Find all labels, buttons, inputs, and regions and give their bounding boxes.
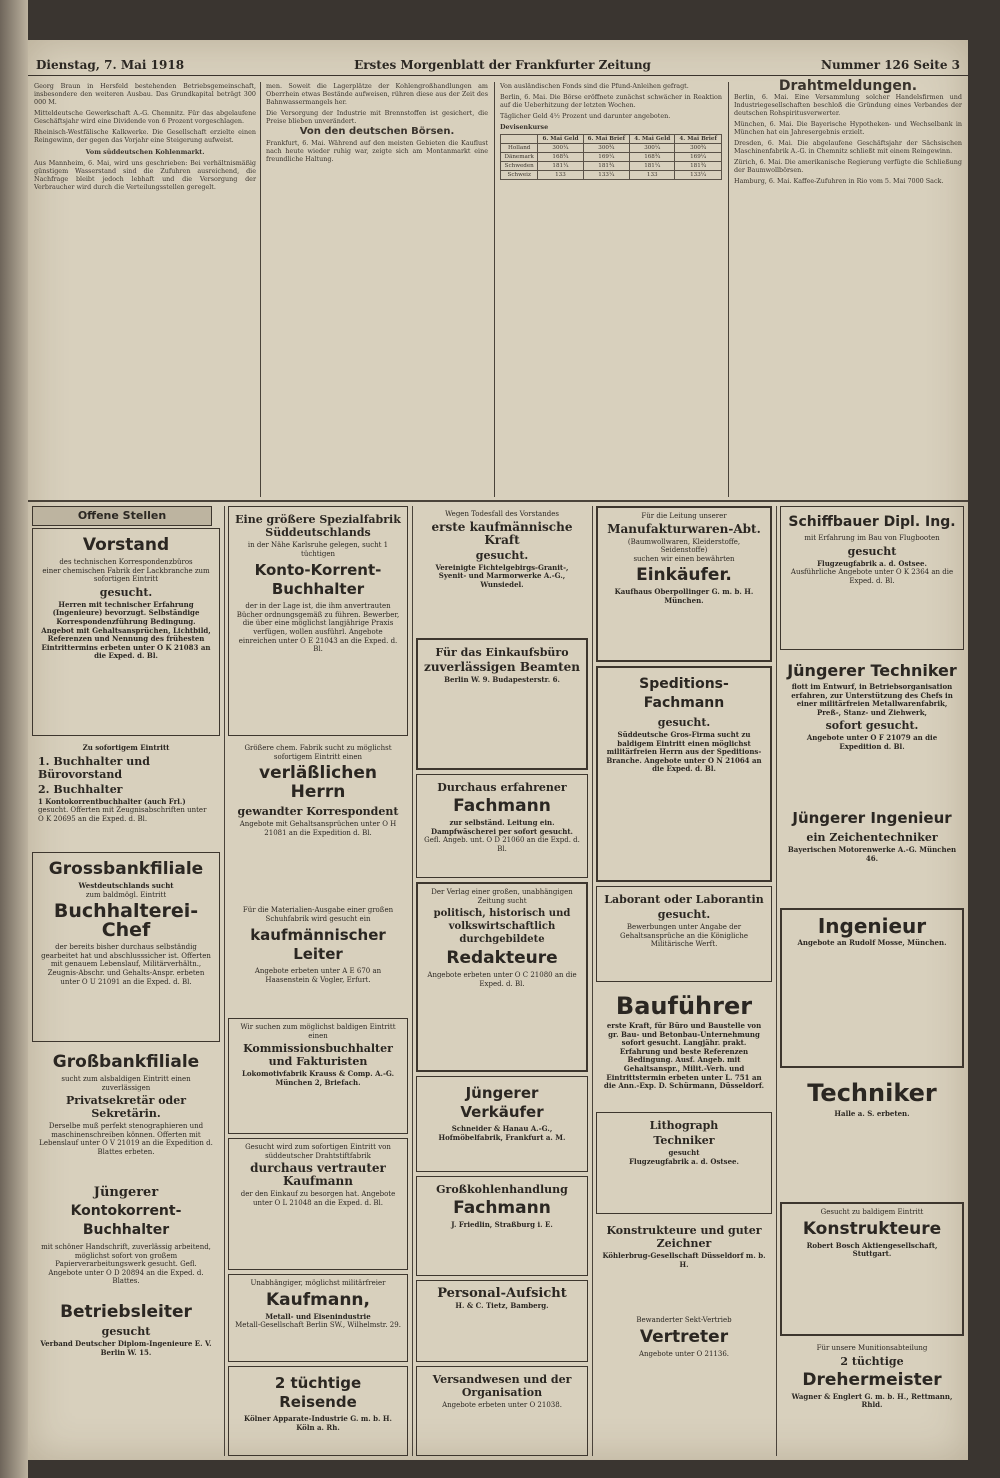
ad-subposition: gewandter Korrespondent bbox=[237, 805, 399, 819]
ad-body: mit schöner Handschrift, zuverlässig arbeitend, möglichst sofort von großem Papierverarbeitungswerk gesucht. Gefl. Angebote unter O D 20894 an die Exped. d. Blattes. bbox=[41, 1243, 211, 1286]
ad-title: Betriebsleiter bbox=[60, 1302, 192, 1322]
ad-techniker bbox=[780, 1072, 964, 1198]
ad-body: Metall-Gesellschaft Berlin SW., Wilhelmstr. 29. bbox=[235, 1321, 401, 1330]
ad-position: erste kaufmännische Kraft bbox=[431, 519, 573, 547]
section-divider bbox=[28, 500, 968, 502]
ad-body: der in der Lage ist, die ihm anvertrauten Bücher ordnungsgemäß zu führen. Bewerber, die über eine möglichst langjährige Praxis verfügen, wollen ausführl. Angebote einreichen unter O E 21043 an die Exped. d. Bl. bbox=[236, 602, 400, 654]
ad-speditions-fachmann bbox=[596, 666, 772, 882]
ad-body: Derselbe muß perfekt stenographieren und maschinenschreiben können. Offerten mit Lebenslauf unter O V 21019 an die Expedition d. Blattes erbeten. bbox=[39, 1122, 213, 1156]
paragraph: Mitteldeutsche Gewerkschaft A.-G. Chemnitz. Für das abgelaufene Geschäftsjahr wird eine Dividende von 6 Prozent vorgeschlagen. bbox=[34, 109, 256, 125]
ad-text: einer chemischen Fabrik der Lackbranche zum sofortigen Eintritt bbox=[42, 566, 210, 584]
ad-call: gesucht. bbox=[99, 585, 153, 599]
table-header-cell bbox=[501, 135, 538, 144]
ad-position: durchaus vertrauter Kaufmann bbox=[250, 1161, 386, 1189]
ad-body: der bereits bisher durchaus selbständig gearbeitet hat und abschlusssicher ist. Offerten mit genauem Lebenslauf, Militärverhältn., Zeugnis-Abschr. und Gehalts-Anspr. erbeten unter O U 21091 an die Exped. d. Bl. bbox=[41, 943, 211, 986]
ad-head: Zu sofortigem Eintritt bbox=[82, 743, 170, 752]
paragraph: Zürich, 6. Mai. Die amerikanische Regierung verfügte die Schließung der Baumwollbörsen. bbox=[734, 158, 962, 174]
table-cell: 181¾ bbox=[675, 162, 722, 171]
ad-kaufm-kraft bbox=[416, 506, 588, 634]
ad-line: 2. Buchhalter bbox=[38, 782, 123, 796]
ad-call: gesucht. bbox=[475, 548, 529, 562]
table-cell: 168¾ bbox=[630, 153, 675, 162]
table-cell: 169¼ bbox=[583, 153, 630, 162]
ad-subposition: ein Zeichentechniker bbox=[806, 831, 938, 844]
column-rule bbox=[224, 506, 225, 1456]
ad-position: Drehermeister bbox=[802, 1369, 942, 1390]
paragraph: Rheinisch-Westfälische Kalkwerke. Die Gesellschaft erzielte einen Reingewinn, der gegen das Vorjahr eine Steigerung aufweist. bbox=[34, 128, 256, 144]
ad-betriebsleiter bbox=[32, 1296, 220, 1456]
ad-position: Kontokorrent-Buchhalter bbox=[70, 1203, 182, 1238]
ad-subtitle: Westdeutschlands sucht bbox=[78, 881, 174, 890]
table-cell: Holland bbox=[501, 144, 538, 153]
table-header-cell: 4. Mai Brief bbox=[675, 135, 722, 144]
table-row bbox=[501, 171, 722, 180]
ad-position: verläßlichen Herrn bbox=[259, 763, 377, 803]
editorial-column-4 bbox=[734, 78, 962, 188]
ad-position: Techniker bbox=[653, 1134, 715, 1147]
ad-position: Techniker bbox=[807, 1079, 937, 1107]
ad-body: Angebote an Rudolf Mosse, München. bbox=[797, 938, 947, 947]
ad-call: gesucht. bbox=[657, 908, 711, 921]
ad-position: kaufmännischer Leiter bbox=[250, 926, 386, 964]
ad-body: Bayerischen Motorenwerke A.-G. München 46. bbox=[787, 845, 957, 863]
ad-call: gesucht. bbox=[657, 716, 711, 729]
table-cell: 181¼ bbox=[630, 162, 675, 171]
paragraph: Berlin, 6. Mai. Die Börse eröffnete zunächst schwächer in Reaktion auf die Ueberhitzung der letzten Wochen. bbox=[500, 93, 722, 109]
ad-vertreter bbox=[596, 1312, 772, 1456]
column-rule bbox=[494, 82, 495, 497]
exchange-rate-table bbox=[500, 134, 722, 180]
ad-redakteure bbox=[416, 882, 588, 1072]
paragraph: München, 6. Mai. Die Bayerische Hypotheken- und Wechselbank in München hat ein Jahresergebnis erzielt. bbox=[734, 120, 962, 136]
ad-body: Kölner Apparate-Industrie G. m. b. H. Köln a. Rh. bbox=[244, 1414, 392, 1432]
ad-position: 2 tüchtige Reisende bbox=[274, 1374, 362, 1411]
ad-title: Lithograph bbox=[649, 1119, 719, 1132]
ad-head: Wir suchen zum möglichst baldigen Eintritt einen bbox=[240, 1023, 396, 1040]
table-title: Devisenkurse bbox=[500, 123, 549, 131]
editorial-column-1 bbox=[34, 82, 256, 194]
ad-grossbankfiliale bbox=[32, 852, 220, 1042]
ad-buchhalter bbox=[32, 740, 220, 848]
ad-personal-aufsicht bbox=[416, 1280, 588, 1362]
ad-line: 1. Buchhalter und Bürovorstand bbox=[38, 754, 150, 781]
ad-position: Fachmann bbox=[453, 796, 551, 816]
table-cell: 300¼ bbox=[538, 144, 583, 153]
section-heading: Drahtmeldungen. bbox=[778, 78, 918, 94]
ad-position: Vertreter bbox=[639, 1326, 729, 1347]
ad-body: Flugzeugfabrik a. d. Ostsee. bbox=[629, 1156, 739, 1166]
ad-call: sofort gesucht. bbox=[825, 719, 919, 733]
ad-title: Vorstand bbox=[82, 535, 170, 555]
ad-drahtstift bbox=[228, 1138, 408, 1270]
ad-body: Lokomotivfabrik Krauss & Comp. A.-G. München 2, Briefach. bbox=[241, 1069, 395, 1087]
table-cell: 181¼ bbox=[538, 162, 583, 171]
table-cell: 133¼ bbox=[583, 171, 630, 180]
ad-fachmann-waescherei bbox=[416, 774, 588, 878]
ad-konstrukteure-bosch bbox=[780, 1202, 964, 1336]
table-cell: 133 bbox=[538, 171, 583, 180]
ad-einkaufsbuero bbox=[416, 638, 588, 770]
ad-body: Schneider & Hanau A.-G., Hofmöbelfabrik, Frankfurt a. M. bbox=[438, 1124, 566, 1142]
table-header-cell: 4. Mai Geld bbox=[630, 135, 675, 144]
paragraph: Die Versorgung der Industrie mit Brennstoffen ist gesichert, die Preise blieben unverändert. bbox=[266, 109, 488, 125]
section-heading: Von den deutschen Börsen. bbox=[299, 126, 455, 137]
ad-call: gesucht bbox=[847, 544, 897, 558]
ad-position: Konto-Korrent-Buchhalter bbox=[254, 561, 382, 599]
ad-title: Durchaus erfahrener bbox=[437, 781, 567, 794]
ad-body: J. Friedlin, Straßburg i. E. bbox=[451, 1220, 553, 1229]
ad-title: Schiffbauer Dipl. Ing. bbox=[788, 514, 956, 530]
ad-position: Jüngerer Verkäufer bbox=[460, 1084, 544, 1121]
ad-head: Für die Materialien-Ausgabe einer großen Schuhfabrik wird gesucht ein bbox=[242, 906, 394, 923]
ad-body: Angebote erbeten unter O 21038. bbox=[442, 1401, 562, 1409]
ad-subtext: zur selbständ. Leitung ein. Dampfwäscherei per sofort gesucht. bbox=[431, 818, 573, 836]
ad-text: mit Erfahrung im Bau von Flugbooten bbox=[804, 534, 940, 542]
ad-grosskohlen bbox=[416, 1176, 588, 1276]
table-cell: 300¼ bbox=[630, 144, 675, 153]
ad-body: Wagner & Englert G. m. b. H., Rettmann, Rhld. bbox=[791, 1391, 953, 1410]
ad-body-2: Angebote unter O F 21079 an die Expedition d. Bl. bbox=[806, 733, 938, 751]
ad-text: sucht zum alsbaldigen Eintritt einen zuverlässigen bbox=[61, 1075, 191, 1092]
ad-drehermeister bbox=[780, 1340, 964, 1456]
ad-head: Für das Einkaufsbüro bbox=[435, 646, 569, 659]
ad-body: Angebote erbeten unter A E 670 an Haasenstein & Vogler, Erfurt. bbox=[254, 967, 382, 984]
ad-position: Bauführer bbox=[615, 992, 753, 1020]
ad-schiffbauer bbox=[780, 506, 964, 650]
ad-body: Angebote mit Gehaltsansprüchen unter O H 21081 an die Expedition d. Bl. bbox=[239, 820, 397, 837]
ad-position: Privatsekretär oder Sekretärin. bbox=[65, 1094, 187, 1121]
header-issue: Nummer 126 Seite 3 bbox=[820, 57, 960, 72]
table-cell: 169¼ bbox=[675, 153, 722, 162]
ad-privatsekretaer bbox=[32, 1046, 220, 1178]
ad-position: Buchhalterei-Chef bbox=[53, 900, 199, 942]
ad-body: der den Einkauf zu besorgen hat. Angebote unter O L 21048 an die Exped. d. Bl. bbox=[240, 1190, 396, 1207]
ad-subtitle: des technischen Korrespondenzbüros bbox=[59, 558, 193, 566]
column-rule bbox=[412, 506, 413, 1456]
paragraph: Berlin, 6. Mai. Eine Versammlung solcher Handelsfirmen und Industriegesellschaften beschloß die Gründung eines Verbandes der deutschen Rohspiritusverwerter. bbox=[734, 93, 962, 117]
ad-juengerer-ingenieur bbox=[780, 802, 964, 904]
ad-company: Flugzeugfabrik a. d. Ostsee. bbox=[817, 558, 927, 568]
ad-title: Grossbankfiliale bbox=[48, 859, 204, 879]
paragraph: Aus Mannheim, 6. Mai, wird uns geschrieben: Bei verhältnismäßig günstigem Wasserstand sind die Zufuhren ausreichend, die Nachfrage bleibt jedoch lebhaft und die Versorgung der Verbraucher wird durch die Verteilungsstellen geregelt. bbox=[34, 159, 256, 191]
ad-body: Gefl. Angeb. unt. O D 21060 an die Expd. d. Bl. bbox=[424, 836, 580, 853]
paragraph: men. Soweit die Lagerplätze der Kohlengroßhandlungen am Oberrhein etwas Bestände aufweisen, rühren diese aus der Zeit des Bahnwassermangels her. bbox=[266, 82, 488, 106]
ad-body: Kaufhaus Oberpollinger G. m. b. H. München. bbox=[614, 587, 754, 605]
ad-kommission bbox=[228, 1018, 408, 1134]
book-spine bbox=[0, 0, 28, 1478]
table-cell: Schweden bbox=[501, 162, 538, 171]
ad-body: H. & C. Tietz, Bamberg. bbox=[455, 1301, 549, 1310]
paragraph: Georg Braun in Hersfeld bestehenden Betriebsgemeinschaft, insbesondere den weiteren Ausbau. Das Grundkapital beträgt 300 000 M. bbox=[34, 82, 256, 106]
table-row bbox=[501, 162, 722, 171]
ad-body: Köhlerbrug-Gesellschaft Düsseldorf m. b. H. bbox=[602, 1251, 766, 1269]
ad-subposition: Metall- und Eisenindustrie bbox=[265, 1311, 371, 1321]
ad-line: 1 Kontokorrentbuchhalter (auch Frl.) bbox=[38, 796, 186, 806]
table-cell: Dänemark bbox=[501, 153, 538, 162]
ad-position: Kommissionsbuchhalter und Fakturisten bbox=[243, 1042, 393, 1069]
ad-body: erste Kraft, für Büro und Baustelle von gr. Bau- und Betonbau-Unternehmung sofort gesucht. Langjähr. prakt. Erfahrung und beste Referenzen Bedingung. Ausf. Angeb. mit Gehaltsanspr., Milit.-Verh. und Eintrittstermin erbeten unter L. 751 an die Ann.-Exp. D. Schürmann, Düsseldorf. bbox=[603, 1021, 765, 1091]
paragraph: Hamburg, 6. Mai. Kaffee-Zufuhren in Rio vom 5. Mai 7000 Sack. bbox=[734, 177, 944, 185]
ad-head: Bewanderter Sekt-Vertrieb bbox=[636, 1316, 732, 1324]
ad-laborant bbox=[596, 886, 772, 982]
column-rule bbox=[260, 82, 261, 497]
ad-head: Wegen Todesfall des Vorstandes bbox=[445, 510, 559, 518]
ad-title: Manufakturwaren-Abt. bbox=[607, 521, 761, 536]
ad-reisende bbox=[228, 1366, 408, 1456]
table-row bbox=[501, 153, 722, 162]
ad-position: Laborant oder Laborantin bbox=[604, 893, 764, 906]
ad-call: gesucht bbox=[668, 1148, 700, 1157]
ad-subtitle: 2 tüchtige bbox=[840, 1354, 904, 1368]
ad-body: Verband Deutscher Diplom-Ingenieure E. V. Berlin W. 15. bbox=[40, 1339, 212, 1357]
ad-kaufm-leiter bbox=[228, 902, 408, 1014]
section-heading: Vom süddeutschen Kohlenmarkt. bbox=[85, 148, 205, 156]
ad-position: Fachmann bbox=[453, 1198, 551, 1218]
page-header bbox=[28, 54, 968, 76]
ad-head: Großkohlenhandlung bbox=[436, 1183, 568, 1196]
ad-position: Ingenieur bbox=[817, 914, 927, 938]
ad-head: Unabhängiger, möglichst militärfreier bbox=[250, 1279, 386, 1287]
table-cell: Schweiz bbox=[501, 171, 538, 180]
ad-spezialfabrik bbox=[228, 506, 408, 736]
ad-body: Angebote erbeten unter O C 21080 an die Exped. d. Bl. bbox=[427, 971, 577, 988]
ad-body: Vereinigte Fichtelgebirgs-Granit-, Syenit- und Marmorwerke A.-G., Wunsiedel. bbox=[435, 562, 569, 589]
table-cell: 181¾ bbox=[583, 162, 630, 171]
ad-body: Ausführliche Angebote unter O K 2364 an die Exped. d. Bl. bbox=[790, 568, 954, 585]
table-cell: 300¾ bbox=[675, 144, 722, 153]
ad-vorstand bbox=[32, 528, 220, 736]
ad-head: Für die Leitung unserer bbox=[641, 512, 727, 520]
table-row bbox=[501, 144, 722, 153]
ad-position: Personal-Aufsicht bbox=[437, 1286, 567, 1301]
ad-position: Jüngerer Ingenieur bbox=[792, 809, 952, 827]
table-cell: 168¾ bbox=[538, 153, 583, 162]
editorial-column-3 bbox=[500, 82, 722, 180]
table-cell: 133¼ bbox=[675, 171, 722, 180]
paragraph: Dresden, 6. Mai. Die abgelaufene Geschäftsjahr der Sächsischen Maschinenfabrik A.-G. in Chemnitz schließt mit einem Reingewinn. bbox=[734, 139, 962, 155]
ad-position: Redakteure bbox=[446, 948, 558, 969]
ad-title: Großbankfiliale bbox=[52, 1052, 200, 1072]
header-date: Dienstag, 7. Mai 1918 bbox=[36, 57, 185, 72]
ad-position: Speditions-Fachmann bbox=[639, 676, 729, 711]
ad-body: Süddeutsche Gros-Firma sucht zu baldigem Eintritt einen möglichst militärfreien Herrn aus der Speditions-Branche. Angebote unter O N 21064 an die Exped. d. Bl. bbox=[606, 730, 762, 774]
newspaper-page bbox=[28, 40, 968, 1460]
ad-body: flott im Entwurf, in Betriebsorganisation erfahren, zur Unterstützung des Chefs in einer militärfreien Metallwarenfabrik, Preß-, Stanz- und Ziehwerk, bbox=[791, 682, 953, 717]
ad-text: suchen wir einen bewährten bbox=[633, 554, 735, 563]
ad-body: Bewerbungen unter Angabe der Gehaltsansprüche an die Königliche Militärische Werft. bbox=[620, 923, 748, 949]
ad-body: Robert Bosch Aktiengesellschaft, Stuttgart. bbox=[806, 1240, 938, 1259]
ad-text: in der Nähe Karlsruhe gelegen, sucht 1 tüchtigen bbox=[247, 541, 389, 558]
column-rule bbox=[728, 82, 729, 497]
paragraph: Von ausländischen Fonds sind die Pfund-Anleihen gefragt. bbox=[500, 82, 689, 90]
offene-stellen-banner: Offene Stellen bbox=[32, 506, 212, 526]
ad-lithograph bbox=[596, 1112, 772, 1214]
ad-body: Herren mit technischer Erfahrung (Ingenieure) bevorzugt. Selbständige Korrespondenzführung Bedingung. Angebot mit Gehaltsansprüchen, Lichtbild, Referenzen und Nennung des frühesten Eintrittermins erbeten unter O K 21083 an die Exped. d. Bl. bbox=[41, 599, 211, 661]
paragraph: Frankfurt, 6. Mai. Während auf den meisten Gebieten die Kauflust nach heute wieder ruhig war, zeigte sich am Montanmarkt eine freundliche Haltung. bbox=[266, 139, 488, 163]
ad-position: Jüngerer Techniker bbox=[787, 661, 957, 680]
ad-chem-fabrik bbox=[228, 740, 408, 898]
table-header-cell: 6. Mai Geld bbox=[538, 135, 583, 144]
header-paper-title: Erstes Morgenblatt der Frankfurter Zeitung bbox=[354, 57, 651, 72]
ad-kaufmann-metall bbox=[228, 1274, 408, 1362]
ad-body: Angebote unter O 21136. bbox=[638, 1349, 730, 1358]
ad-head: Größere chem. Fabrik sucht zu möglichst sofortigem Eintritt einen bbox=[244, 744, 392, 761]
ad-subtitle: (Baumwollwaren, Kleiderstoffe, Seidenstoffe) bbox=[627, 537, 741, 555]
ad-body: gesucht. Offerten mit Zeugnisabschriften unter O K 20695 an die Exped. d. Bl. bbox=[38, 806, 207, 823]
ad-position: Versandwesen und der Organisation bbox=[432, 1373, 572, 1399]
ad-baufuehrer bbox=[596, 986, 772, 1108]
ad-head: Der Verlag einer großen, unabhängigen Zeitung sucht bbox=[431, 888, 573, 905]
ad-title: Jüngerer bbox=[93, 1185, 159, 1200]
ad-body: Halle a. S. erbeten. bbox=[834, 1109, 910, 1118]
ad-juengerer-techniker bbox=[780, 654, 964, 798]
paragraph: Täglicher Geld 4½ Prozent und darunter angeboten. bbox=[500, 112, 671, 120]
column-rule bbox=[592, 506, 593, 1456]
ad-subtext: politisch, historisch und volkswirtschaftlich durchgebildete bbox=[433, 908, 571, 946]
ad-text: zum baldmögl. Eintritt bbox=[85, 890, 167, 899]
ad-position: zuverlässigen Beamten bbox=[424, 660, 580, 674]
editorial-column-2 bbox=[266, 82, 488, 166]
ad-body: Berlin W. 9. Budapesterstr. 6. bbox=[444, 675, 560, 684]
table-cell: 300¾ bbox=[583, 144, 630, 153]
ad-position: Kaufmann, bbox=[266, 1289, 370, 1310]
ad-position: Einkäufer. bbox=[636, 565, 732, 586]
table-cell: 133 bbox=[630, 171, 675, 180]
ad-konstrukteure-zeichner bbox=[596, 1218, 772, 1308]
ad-manufaktur bbox=[596, 506, 772, 662]
table-header-cell: 6. Mai Brief bbox=[583, 135, 630, 144]
ad-versandwesen bbox=[416, 1366, 588, 1456]
ad-title: Eine größere Spezialfabrik Süddeutschlands bbox=[235, 513, 401, 539]
ad-head: Für unsere Munitionsabteilung bbox=[816, 1344, 928, 1352]
ad-head: Gesucht zu baldigem Eintritt bbox=[820, 1208, 924, 1216]
ad-kontokorrent bbox=[32, 1180, 220, 1292]
ad-call: gesucht bbox=[101, 1325, 151, 1338]
ad-position: Konstrukteure bbox=[802, 1218, 942, 1239]
ad-head: Gesucht wird zum sofortigen Eintritt von süddeutscher Drahtstiftfabrik bbox=[245, 1143, 391, 1160]
column-rule bbox=[776, 506, 777, 1456]
ad-ingenieur bbox=[780, 908, 964, 1068]
ad-verkaeufer bbox=[416, 1076, 588, 1172]
ad-position: Konstrukteure und guter Zeichner bbox=[606, 1224, 762, 1250]
